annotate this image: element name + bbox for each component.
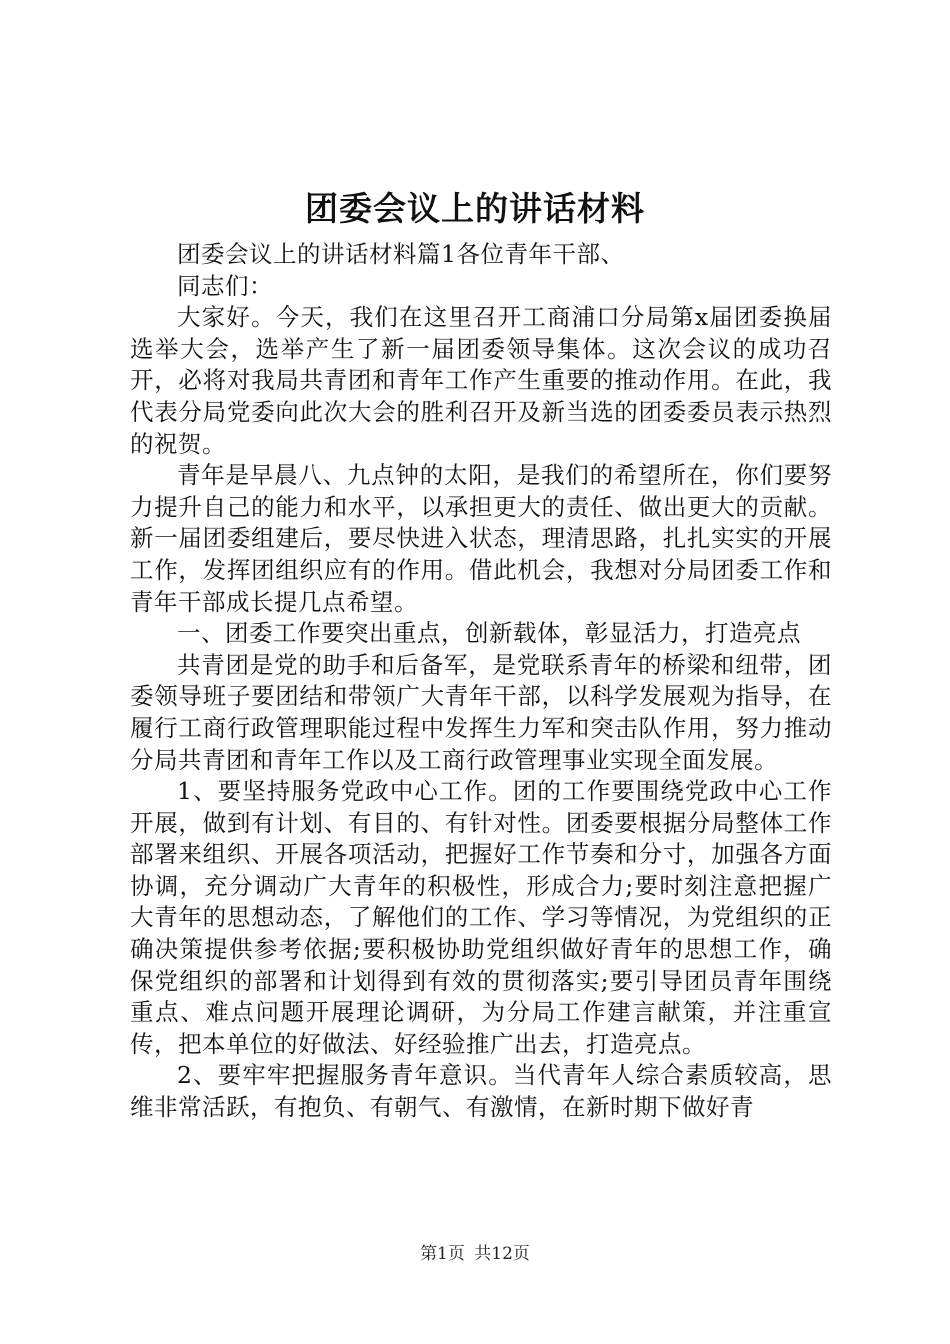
paragraph-salutation: 同志们：: [177, 271, 273, 300]
section-heading-1: 一、团委工作要突出重点，创新载体，彰显活力，打造亮点: [177, 619, 801, 648]
page-number: 第1页: [420, 1244, 465, 1264]
document-title: 团委会议上的讲话材料: [305, 189, 645, 228]
paragraph-league-role: 共青团是党的助手和后备军，是党联系青年的桥梁和纽带，团委领导班子要团结和带领广大青年干部，以科学发展观为指导，在履行工商行政管理职能过程中发挥生力军和突击队作用，努力推动分局共青团和青年工作以及工商行政管理事业实现全面发展。: [130, 650, 832, 774]
paragraph-youth-hope: 青年是早晨八、九点钟的太阳，是我们的希望所在，你们要努力提升自己的能力和水平，以承担更大的责任、做出更大的贡献。新一届团委组建后，要尽快进入状态，理清思路，扎扎实实的开展工作，发挥团组织应有的作用。借此机会，我想对分局团委工作和青年干部成长提几点希望。: [130, 461, 832, 616]
list-item-1: 1、要坚持服务党政中心工作。团的工作要围绕党政中心工作开展，做到有计划、有目的、有针对性。团委要根据分局整体工作部署来组织、开展各项活动，把握好工作节奏和分寸，加强各方面协调，充分调动广大青年的积极性，形成合力;要时刻注意把握广大青年的思想动态，了解他们的工作、学习等情况，为党组织的正确决策提供参考依据;要积极协助党组织做好青年的思想工作，确保党组织的部署和计划得到有效的贯彻落实;要引导团员青年围绕重点、难点问题开展理论调研，为分局工作建言献策，并注重宣传，把本单位的好做法、好经验推广出去，打造亮点。: [130, 777, 832, 1058]
paragraph-greeting: 大家好。今天，我们在这里召开工商浦口分局第x届团委换届选举大会，选举产生了新一届团委领导集体。这次会议的成功召开，必将对我局共青团和青年工作产生重要的推动作用。在此，我代表分局党委向此次大会的胜利召开及新当选的团委委员表示热烈的祝贺。: [130, 303, 832, 458]
document-body: [130, 239, 832, 1124]
list-item-2: 2、要牢牢把握服务青年意识。当代青年人综合素质较高，思维非常活跃，有抱负、有朝气、有激情，在新时期下做好青: [130, 1061, 832, 1122]
page-total: 共12页: [474, 1244, 530, 1264]
paragraph-heading-line: 团委会议上的讲话材料篇1各位青年干部、: [177, 240, 625, 268]
page-footer: [0, 1242, 950, 1266]
